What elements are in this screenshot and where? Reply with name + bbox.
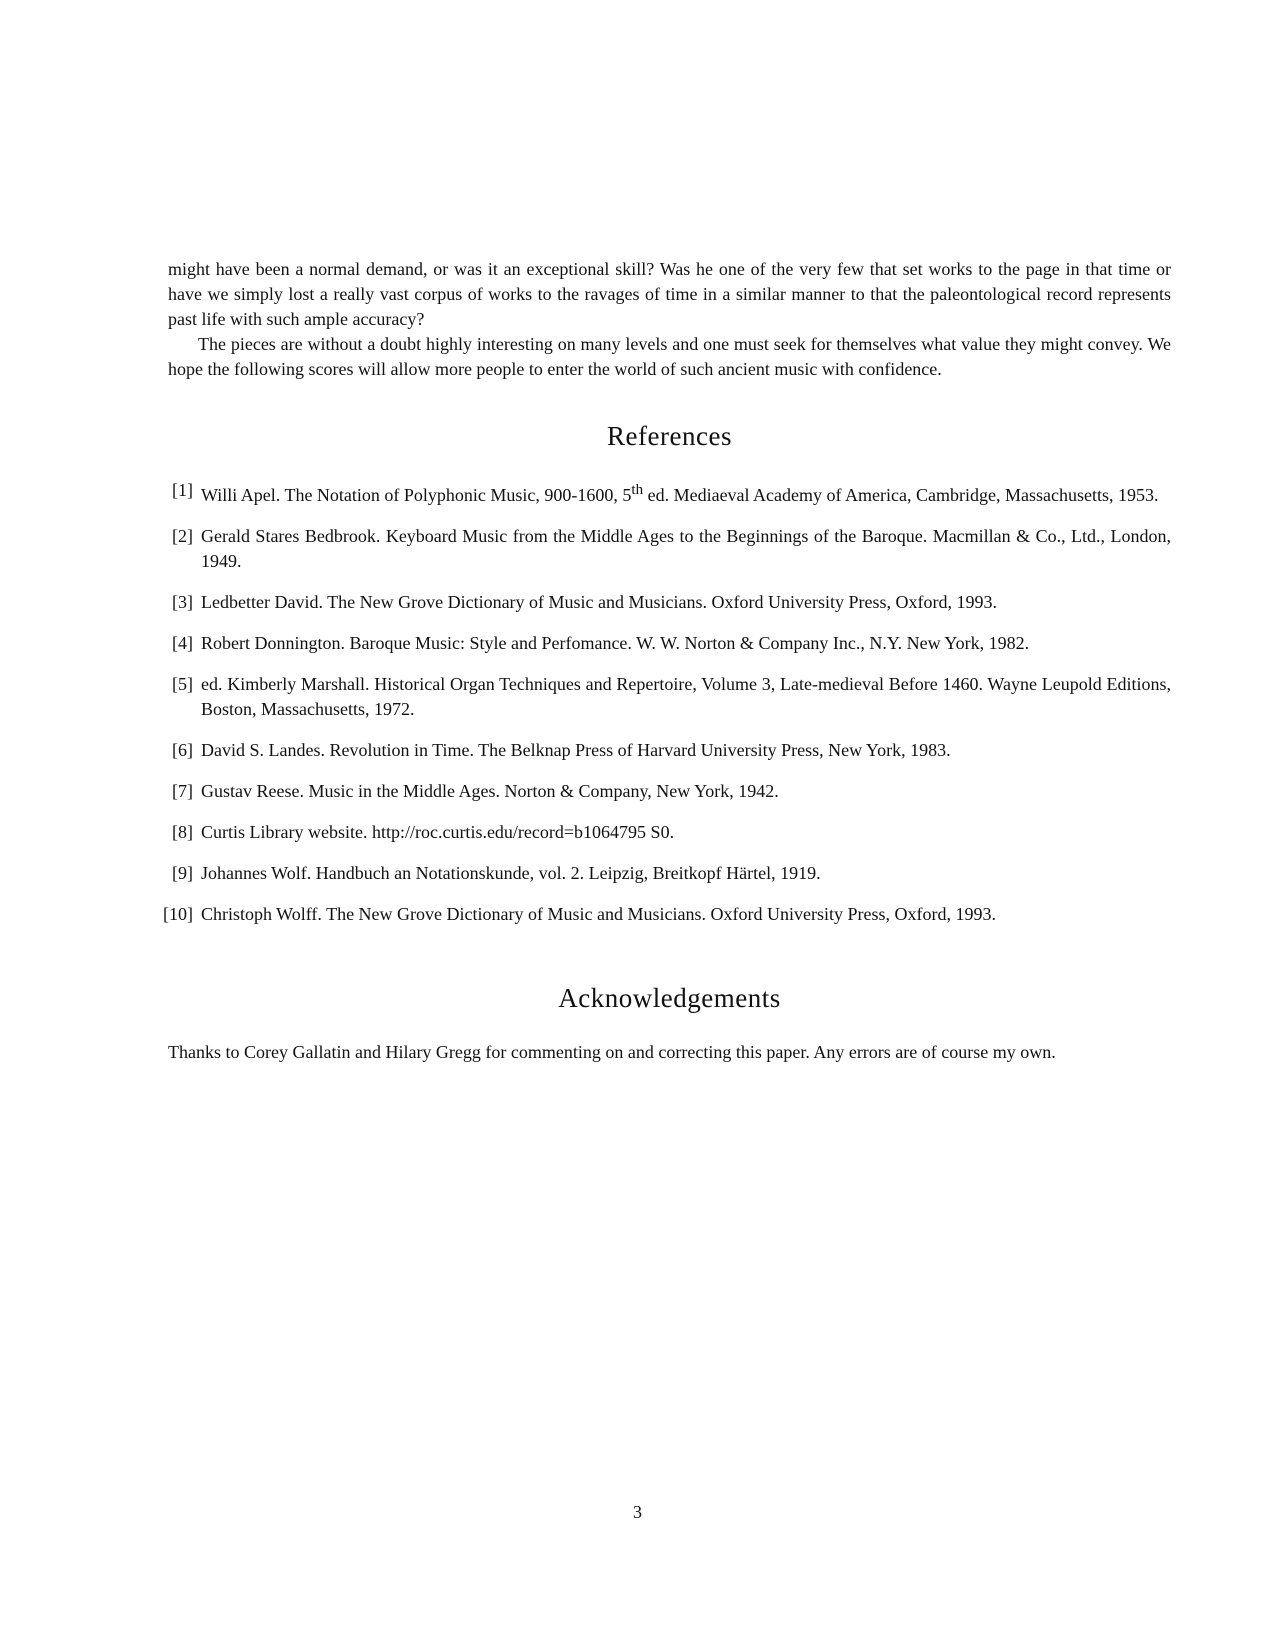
reference-label: [1] <box>172 480 193 500</box>
reference-superscript: th <box>631 482 644 498</box>
reference-text: Gerald Stares Bedbrook. Keyboard Music from the Middle Ages to the Beginnings of the Baroque. Macmillan & Co., Ltd., London, 1949. <box>201 526 1171 571</box>
reference-label: [10] <box>163 904 193 924</box>
reference-text: Johannes Wolf. Handbuch an Notationskunde, vol. 2. Leipzig, Breitkopf Härtel, 1919. <box>201 863 821 883</box>
reference-item <box>155 631 1171 656</box>
body-paragraph: The pieces are without a doubt highly interesting on many levels and one must seek for themselves what value they might convey. We hope the following scores will allow more people to enter the world of such ancient music with confidence. <box>168 334 1171 379</box>
reference-label: [8] <box>172 822 193 842</box>
body-text <box>168 257 1171 382</box>
reference-label: [5] <box>172 674 193 694</box>
page-number: 3 <box>633 1502 642 1522</box>
reference-text: David S. Landes. Revolution in Time. The Belknap Press of Harvard University Press, New York, 1983. <box>201 740 951 760</box>
reference-label: [2] <box>172 526 193 546</box>
reference-item <box>155 738 1171 763</box>
reference-label: [9] <box>172 863 193 883</box>
reference-text-part: Willi Apel. The Notation of Polyphonic Music, 900-1600, 5 <box>201 485 632 505</box>
reference-text: Curtis Library website. http://roc.curtis.edu/record=b1064795 S0. <box>201 822 675 842</box>
reference-item <box>155 478 1171 508</box>
reference-text: ed. Kimberly Marshall. Historical Organ Techniques and Repertoire, Volume 3, Late-medieval Before 1460. Wayne Leupold Editions, Boston, Massachusetts, 1972. <box>201 674 1171 719</box>
reference-item <box>155 779 1171 804</box>
reference-label: [7] <box>172 781 193 801</box>
reference-item <box>155 590 1171 615</box>
reference-text: Robert Donnington. Baroque Music: Style and Perfomance. W. W. Norton & Company Inc., N.Y. New York, 1982. <box>201 633 1030 653</box>
reference-text: Ledbetter David. The New Grove Dictionary of Music and Musicians. Oxford University Press, Oxford, 1993. <box>201 592 997 612</box>
reference-label: [6] <box>172 740 193 760</box>
reference-item <box>155 524 1171 574</box>
reference-text-part: ed. Mediaeval Academy of America, Cambridge, Massachusetts, 1953. <box>643 485 1159 505</box>
acknowledgements-text: Thanks to Corey Gallatin and Hilary Gregg for commenting on and correcting this paper. Any errors are of course my own. <box>168 1042 1056 1062</box>
reference-list <box>155 478 1171 943</box>
reference-label: [4] <box>172 633 193 653</box>
reference-text <box>201 478 1171 508</box>
reference-item <box>155 672 1171 722</box>
reference-text: Gustav Reese. Music in the Middle Ages. Norton & Company, New York, 1942. <box>201 781 779 801</box>
reference-item <box>155 861 1171 886</box>
reference-label: [3] <box>172 592 193 612</box>
reference-text: Christoph Wolff. The New Grove Dictionary of Music and Musicians. Oxford University Press, Oxford, 1993. <box>201 904 996 924</box>
reference-item <box>155 820 1171 845</box>
references-heading: References <box>607 421 732 451</box>
acknowledgements-heading: Acknowledgements <box>558 983 781 1013</box>
body-paragraph: might have been a normal demand, or was it an exceptional skill? Was he one of the very few that set works to the page in that time or have we simply lost a really vast corpus of works to the ravages of time in a similar manner to that the paleontological record represents past life with such ample accuracy? <box>168 259 1171 329</box>
reference-item <box>155 902 1171 927</box>
